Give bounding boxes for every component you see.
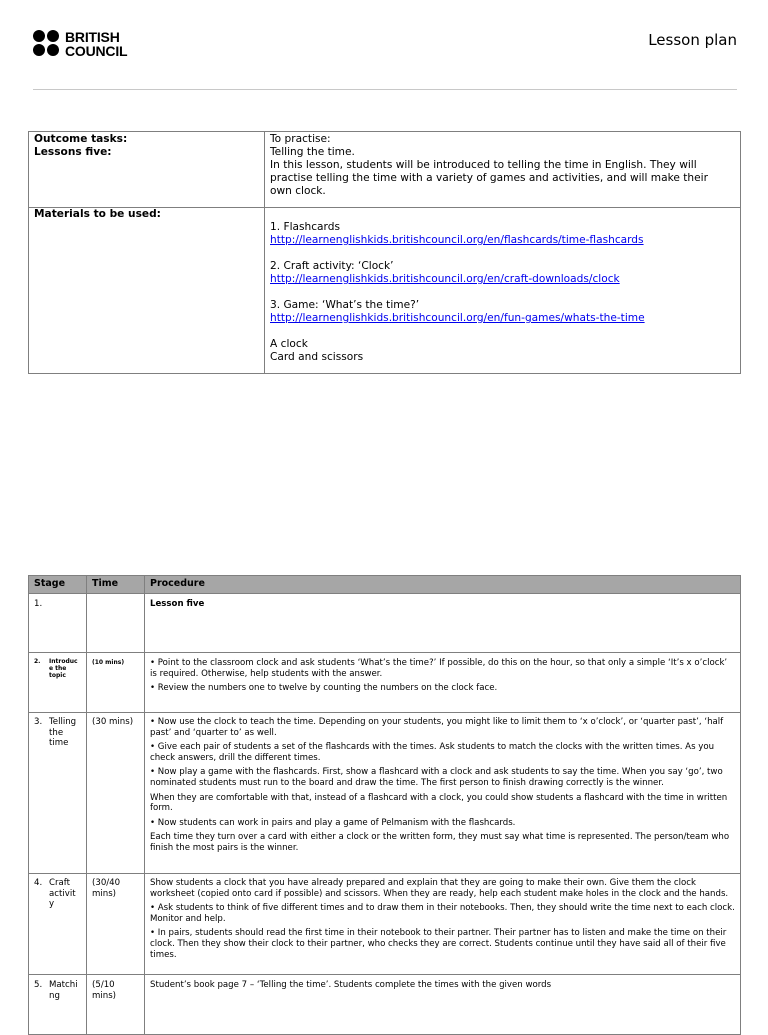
british-council-logo — [33, 30, 153, 62]
extra-material: Card and scissors — [270, 351, 364, 363]
procedure-table — [28, 575, 741, 1035]
procedure-text: Student’s book page 7 – ‘Telling the time’. Students complete the times with the given words — [150, 980, 552, 990]
flashcards-link[interactable]: http://learnenglishkids.britishcouncil.org/en/flashcards/time-flashcards — [270, 234, 644, 246]
document-title: Lesson plan — [648, 31, 737, 49]
stage-name: Introduc e the topic — [49, 658, 78, 679]
logo-text — [65, 30, 127, 58]
stage-time: (30 mins) — [92, 717, 134, 727]
outcome-label: Outcome tasks: Lessons five: — [34, 133, 128, 158]
header-time: Time — [92, 578, 119, 589]
logo-line-1: BRITISH — [65, 29, 120, 45]
craft-clock-link[interactable]: http://learnenglishkids.britishcouncil.org/en/craft-downloads/clock — [270, 273, 620, 285]
table-header-row — [29, 576, 740, 593]
overview-table — [28, 131, 741, 374]
material-item: 3. Game: ‘What’s the time?’ http://learnenglishkids.britishcouncil.org/en/fun-games/whats-the-time — [270, 299, 645, 324]
outcome-text: To practise: Telling the time. In this lesson, students will be introduced to telling the time in English. They will practise telling the time with a variety of games and activities, and will make their own clock. — [270, 133, 708, 197]
logo-dots-icon — [33, 30, 61, 58]
lessons-label: Lessons five: — [34, 146, 112, 158]
header-stage: Stage — [34, 578, 66, 589]
stage-name: Matchi ng — [49, 980, 78, 1001]
row-number: 3. — [34, 717, 43, 727]
materials-list — [270, 221, 738, 364]
materials-label: Materials to be used: — [34, 208, 161, 220]
material-item: 1. Flashcards http://learnenglishkids.britishcouncil.org/en/flashcards/time-flashcards — [270, 221, 644, 246]
row-number: 4. — [34, 878, 43, 888]
stage-time: (10 mins) — [92, 659, 125, 666]
stage-name: Telling the time — [49, 717, 77, 749]
stage-name: Craft activit y — [49, 878, 76, 910]
stage-time: (5/10 mins) — [92, 980, 117, 1001]
logo-line-2: COUNCIL — [65, 43, 128, 59]
row-number: 5. — [34, 980, 43, 990]
row-number: 2. — [34, 658, 41, 665]
whats-the-time-game-link[interactable]: http://learnenglishkids.britishcouncil.org/en/fun-games/whats-the-time — [270, 312, 645, 324]
procedure-text: • Now use the clock to teach the time. Depending on your students, you might like to limit them to ‘x o’clock’, or ‘quarter past’, ‘half past’ and ‘quarter to’ as well. • Give each pair of students a set of the flashcards with the times. Ask students to match the clocks with the written times. As you check answers, drill the different times. • Now play a game with the flashcards. First, show a flashcard with a clock and ask students to say the time. When you say ‘go’, two nominated students must run to the board and draw the time. The first person to finish drawing correctly is the winner. When they are comfortable with that, instead of a flashcard with a clock, you could show students a flashcard with the time in written form. • Now students can work in pairs and play a game of Pelmanism with the flashcards. Each time they turn over a card with either a clock or the written form, they must say what time is represented. The person/team who finish the most pairs is the winner. — [150, 717, 730, 853]
extra-material: A clock — [270, 338, 308, 350]
procedure-text: Lesson five — [150, 599, 205, 609]
material-item: 2. Craft activity: ‘Clock’ http://learnenglishkids.britishcouncil.org/en/craft-downloads/clock — [270, 260, 620, 285]
header-procedure: Procedure — [150, 578, 205, 589]
stage-time: (30/40 mins) — [92, 878, 121, 899]
procedure-text: • Point to the classroom clock and ask students ‘What’s the time?’ If possible, do this on the hour, so that only a simple ‘It’s x o’clock’ is required. Otherwise, help students with the answer. • Review the numbers one to twelve by counting the numbers on the clock face. — [150, 658, 728, 694]
row-number: 1. — [34, 599, 43, 609]
header-divider — [33, 89, 737, 90]
procedure-text: Show students a clock that you have already prepared and explain that they are going to make their own. Give them the clock worksheet (copied onto card if possible) and scissors. When they are ready, help each student make holes in the clock and the hands. • Ask students to think of five different times and to draw them in their notebooks. Then, they should write the time next to each clock. Monitor and help. • In pairs, students should read the first time in their notebook to their partner. Their partner has to listen and make the time on their clock. Then they show their clock to their partner, who checks they are correct. Students continue until they have said all of their five times. — [150, 878, 735, 960]
